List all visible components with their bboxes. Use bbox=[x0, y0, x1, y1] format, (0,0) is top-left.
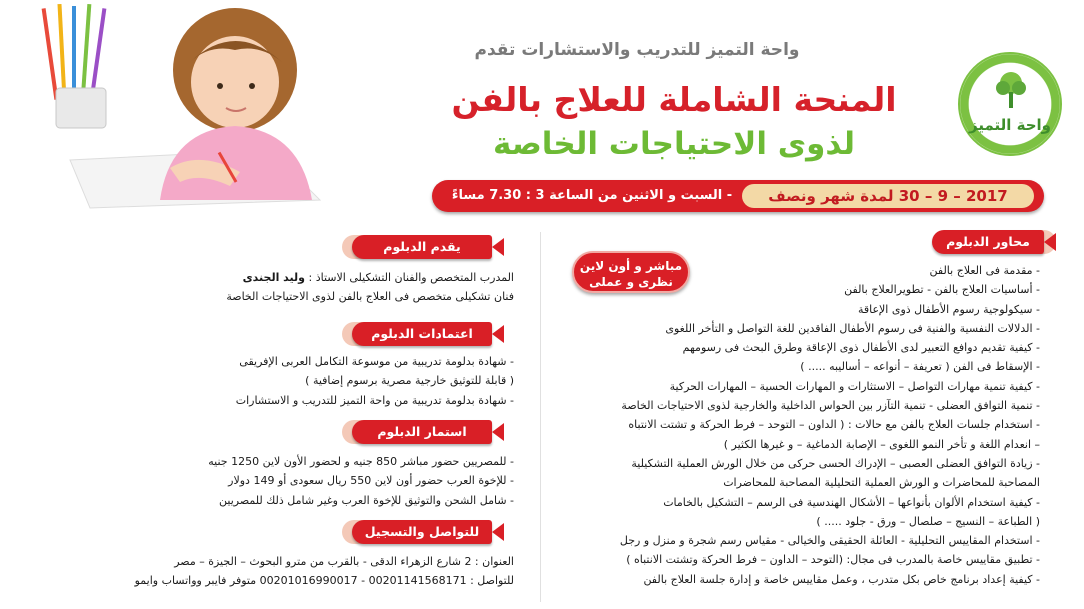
section-tag-contact: للتواصل والتسجيل bbox=[352, 520, 492, 544]
topic-line: المصاحبة للمحاضرات و الورش العملية التحليلية المصاحبة للمحاضرات bbox=[723, 476, 1040, 490]
topic-line: - كيفية تقديم دوافع التعبير لدى الأطفال ذوى الإعاقة وطرق البحث فى رسومهم bbox=[682, 341, 1040, 355]
section-tag-presenter: يقدم الدبلوم bbox=[352, 235, 492, 259]
logo-text: واحة التميز bbox=[968, 116, 1051, 134]
phone-line: للتواصل : 00201141568171 - 00201016990017 متوفر فايبر وواتساب وايمو bbox=[134, 574, 514, 588]
pill-line-1: مباشر و أون لاين bbox=[579, 259, 683, 273]
topic-line: - الإسقاط فى الفن ( تعريفة – أنواعه – أساليبه ..... ) bbox=[800, 360, 1040, 374]
topic-line: - كيفية استخدام الألوان بأنواعها – الأشكال الهندسية فى الرسم – التشكيل بالخامات bbox=[663, 495, 1040, 509]
fee-line: - للمصريين حضور مباشر 850 جنيه و لحضور الأون لاين 1250 جنيه bbox=[208, 455, 514, 468]
topic-line: - استخدام المقاييس التحليلية - العائلة الحقيقى والخيالى - مقياس رسم شجرة و منزل و رجل bbox=[619, 534, 1040, 548]
accreditation-line: - شهادة بدلومة تدريبية من واحة التميز للتدريب و الاستشارات bbox=[235, 393, 514, 407]
section-tag-accreditations: اعتمادات الدبلوم bbox=[352, 322, 492, 346]
topic-line: - تنمية التوافق العضلى - تنمية التآزر بين الحواس الداخلية والخارجية لذوى الاحتياجات الخاصة bbox=[621, 399, 1040, 413]
sub-title: لذوى الاحتياجات الخاصة bbox=[493, 126, 855, 162]
tree-icon bbox=[994, 70, 1028, 110]
contact-block bbox=[135, 552, 514, 591]
accreditation-line: - شهادة بدلومة تدريبية من موسوعة التكامل العربى الإفريقى bbox=[239, 355, 514, 368]
main-title: المنحة الشاملة للعلاج بالفن bbox=[451, 80, 897, 119]
logo bbox=[958, 52, 1062, 156]
column-divider bbox=[540, 232, 541, 602]
topics-list bbox=[620, 261, 1040, 589]
org-line: واحة التميز للتدريب والاستشارات تقدم bbox=[474, 40, 800, 60]
topic-line: ( الطباعة – النسيج – صلصال – ورق - جلود ..... ) bbox=[816, 514, 1040, 528]
fee-line: - شامل الشحن والتوثيق للإخوة العرب وغير شامل ذلك للمصريين bbox=[219, 493, 514, 507]
accreditations-block bbox=[236, 352, 514, 410]
address-line: العنوان : 2 شارع الزهراء الدقى - بالقرب من مترو البحوث – الجيزة – مصر bbox=[174, 555, 514, 568]
topic-line: - سيكولوجية رسوم الأطفال ذوى الإعاقة bbox=[857, 302, 1040, 316]
topic-line: - استخدام جلسات العلاج بالفن مع حالات : ( الداون – التوحد – فرط الحركة و تشتت الانتباه bbox=[628, 418, 1040, 432]
section-tag-topics: محاور الدبلوم bbox=[932, 230, 1044, 254]
topic-line: - زيادة التوافق العضلى العصبى – الإدراك الحسى حركى من خلال الورش العملية التشكيلية bbox=[631, 456, 1040, 470]
schedule-banner bbox=[432, 180, 1044, 212]
accreditation-line: ( قابلة للتوثيق خارجية مصرية برسوم إضافية ) bbox=[305, 374, 514, 388]
topic-line: - كيفية تنمية مهارات التواصل – الاستثارات و المهارات الحسية – المهارات الحركية bbox=[669, 379, 1040, 393]
topic-line: - الدلالات النفسية والفنية فى رسوم الأطفال الفاقدين للغة التواصل و التأخر اللغوى bbox=[665, 321, 1040, 335]
banner-time: - السبت و الاثنين من الساعة 3 : 7.30 مساءً bbox=[451, 188, 733, 203]
topic-line: - أساسيات العلاج بالفن - تطويرالعلاج بالفن bbox=[844, 283, 1040, 297]
fee-line: - للإخوة العرب حضور أون لاين 550 ريال سعودى أو 149 دولار bbox=[228, 474, 514, 488]
section-tag-fees: استمار الدبلوم bbox=[352, 420, 492, 444]
topic-line: - مقدمة فى العلاج بالفن bbox=[929, 264, 1040, 277]
presenter-intro: المدرب المتخصص والفنان التشكيلى الاستاذ : bbox=[308, 271, 514, 284]
fees-block bbox=[208, 452, 514, 510]
topic-line: - كيفية إعداد برنامج خاص بكل متدرب ، وعمل مقاييس خاصة و إدارة جلسة العلاج بالفن bbox=[643, 572, 1040, 586]
presenter-name: وليد الجندى bbox=[242, 271, 305, 284]
presenter-block bbox=[226, 268, 514, 307]
child-drawing-illustration bbox=[30, 0, 330, 210]
presenter-description: فنان تشكيلى متخصص فى العلاج بالفن لذوى الاحتياجات الخاصة bbox=[226, 290, 514, 304]
topic-line: – انعدام اللغة و تأخر النمو اللغوى – الإصابة الدماغية – و غيرها الكثير ) bbox=[723, 437, 1040, 451]
banner-date: 2017 – 9 – 30 لمدة شهر ونصف bbox=[742, 184, 1034, 208]
pill-line-2: نظرى و عملى bbox=[589, 275, 673, 289]
topic-line: - تطبيق مقاييس خاصة بالمدرب فى مجال: (التوحد – الداون – فرط الحركة وتشتت الانتباه ) bbox=[626, 553, 1040, 567]
